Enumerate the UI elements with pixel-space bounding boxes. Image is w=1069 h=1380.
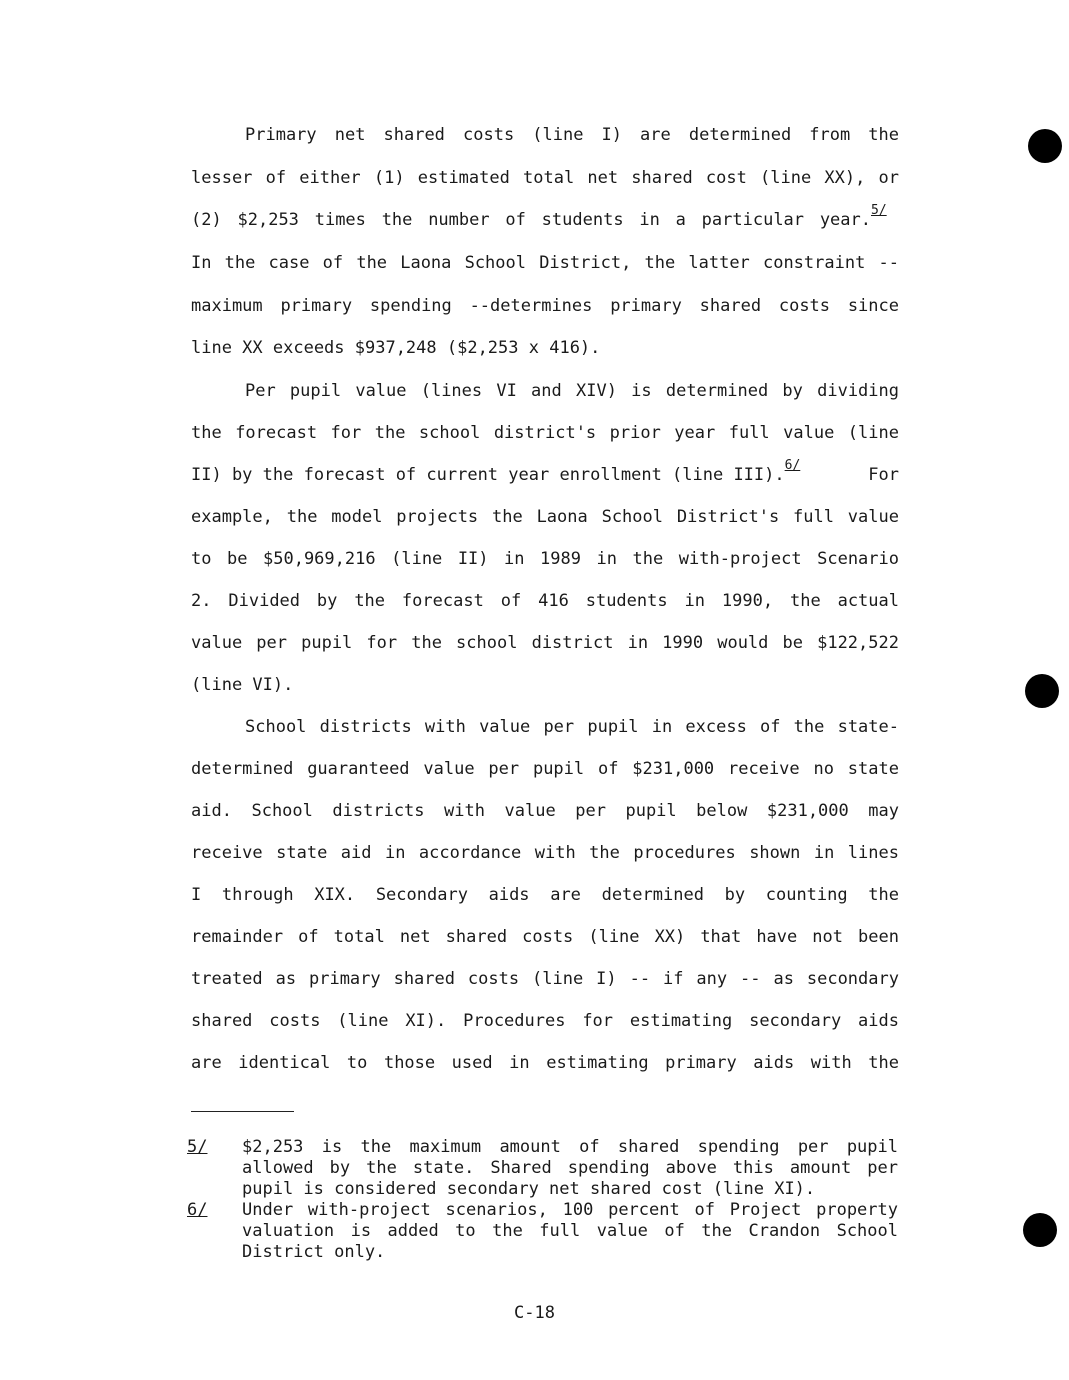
text-line: lesser of either (1) estimated total net shared cost (line XX), or bbox=[191, 168, 899, 188]
punch-hole-middle bbox=[1025, 674, 1059, 708]
page-number: C-18 bbox=[514, 1303, 555, 1323]
text-line: value per pupil for the school district in 1990 would be $122,522 bbox=[191, 633, 899, 653]
text-line: Per pupil value (lines VI and XIV) is determined by dividing bbox=[245, 381, 899, 401]
footnote-line: pupil is considered secondary net shared cost (line XI). bbox=[242, 1179, 816, 1199]
text-line-content: (2) $2,253 times the number of students in a particular year. bbox=[191, 210, 871, 230]
punch-hole-top bbox=[1028, 129, 1062, 163]
text-line: remainder of total net shared costs (line XX) that have not been bbox=[191, 927, 899, 947]
text-line: (line VI). bbox=[191, 675, 294, 695]
text-line: Primary net shared costs (line I) are determined from the bbox=[245, 125, 899, 145]
text-line: 2. Divided by the forecast of 416 students in 1990, the actual bbox=[191, 591, 899, 611]
text-line: line XX exceeds $937,248 ($2,253 x 416). bbox=[191, 338, 601, 358]
text-line: example, the model projects the Laona School District's full value bbox=[191, 507, 899, 527]
footnote-mark: 5/ bbox=[187, 1137, 208, 1157]
footnote-ref-5: 5/ bbox=[871, 203, 887, 219]
footnote-ref-6: 6/ bbox=[784, 458, 801, 474]
footnote-mark: 6/ bbox=[187, 1200, 208, 1220]
footnote-line: Under with-project scenarios, 100 percent of Project property bbox=[242, 1200, 898, 1220]
text-line: I through XIX. Secondary aids are determined by counting the bbox=[191, 885, 899, 905]
text-line: maximum primary spending --determines primary shared costs since bbox=[191, 296, 899, 316]
footnote-line: District only. bbox=[242, 1242, 386, 1262]
text-line: School districts with value per pupil in excess of the state- bbox=[245, 717, 899, 737]
text-line-tail: For bbox=[868, 465, 899, 485]
text-line: treated as primary shared costs (line I) -- if any -- as secondary bbox=[191, 969, 899, 989]
text-line bbox=[191, 203, 899, 230]
footnote-line: allowed by the state. Shared spending above this amount per bbox=[242, 1158, 898, 1178]
text-line: receive state aid in accordance with the procedures shown in lines bbox=[191, 843, 899, 863]
text-line: are identical to those used in estimating primary aids with the bbox=[191, 1053, 899, 1073]
footnote-separator bbox=[191, 1111, 294, 1112]
text-line: to be $50,969,216 (line II) in 1989 in the with-project Scenario bbox=[191, 549, 899, 569]
footnote-line: valuation is added to the full value of the Crandon School bbox=[242, 1221, 898, 1241]
text-line-content: II) by the forecast of current year enrollment (line III). bbox=[191, 465, 785, 485]
text-line: In the case of the Laona School District, the latter constraint -- bbox=[191, 253, 899, 273]
text-line: determined guaranteed value per pupil of $231,000 receive no state bbox=[191, 759, 899, 779]
text-line: shared costs (line XI). Procedures for estimating secondary aids bbox=[191, 1011, 899, 1031]
text-line: aid. School districts with value per pupil below $231,000 may bbox=[191, 801, 899, 821]
text-line bbox=[191, 458, 899, 485]
footnote-line: $2,253 is the maximum amount of shared spending per pupil bbox=[242, 1137, 898, 1157]
punch-hole-bottom bbox=[1023, 1213, 1057, 1247]
text-line: the forecast for the school district's prior year full value (line bbox=[191, 423, 899, 443]
